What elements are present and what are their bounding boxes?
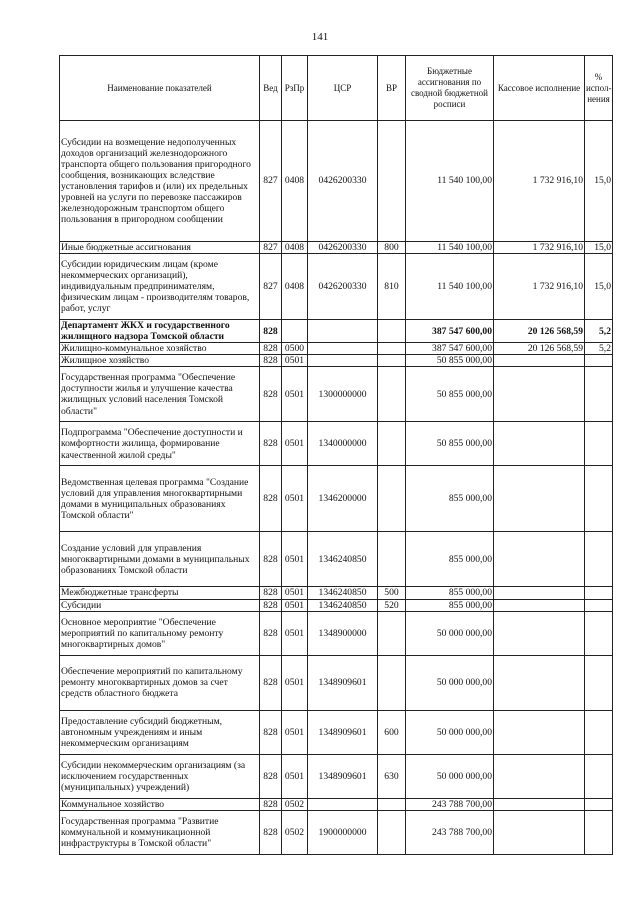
- cell-kassa: [494, 611, 585, 655]
- cell-kassa: [494, 367, 585, 422]
- cell-pct: [585, 367, 613, 422]
- cell-rzpr: 0502: [282, 810, 308, 854]
- cell-csr: 1340000000: [308, 422, 378, 466]
- cell-pct: 15,0: [585, 242, 613, 254]
- cell-pct: [585, 532, 613, 587]
- cell-name: Жилищное хозяйство: [60, 355, 260, 367]
- cell-budget: 855 000,00: [406, 532, 494, 587]
- cell-pct: [585, 599, 613, 611]
- cell-rzpr: 0408: [282, 242, 308, 254]
- cell-name: Предоставление субсидий бюджетным, автономным учреждениям и иным некоммерческим организациям: [60, 710, 260, 754]
- cell-rzpr: 0408: [282, 254, 308, 320]
- cell-vr: [378, 532, 406, 587]
- cell-kassa: 1 732 916,10: [494, 242, 585, 254]
- cell-csr: 1346240850: [308, 587, 378, 599]
- cell-csr: [308, 320, 378, 343]
- table-row: [60, 254, 613, 320]
- header-rzpr: РзПр: [282, 56, 308, 121]
- cell-budget: 243 788 700,00: [406, 810, 494, 854]
- cell-csr: 1348909601: [308, 655, 378, 710]
- header-pct: % испол-нения: [585, 56, 613, 121]
- cell-budget: 11 540 100,00: [406, 254, 494, 320]
- cell-csr: 1346240850: [308, 532, 378, 587]
- cell-kassa: [494, 599, 585, 611]
- cell-pct: 15,0: [585, 254, 613, 320]
- cell-name: Ведомственная целевая программа "Создание условий для управления многоквартирными домами в муниципальных образованиях Томской области": [60, 466, 260, 532]
- cell-csr: 1348909601: [308, 754, 378, 798]
- cell-kassa: 20 126 568,59: [494, 343, 585, 355]
- cell-name: Создание условий для управления многоквартирными домами в муниципальных образованиях Томской области: [60, 532, 260, 587]
- cell-ved: 828: [260, 754, 282, 798]
- cell-vr: [378, 320, 406, 343]
- table-row: [60, 532, 613, 587]
- cell-name: Основное мероприятие "Обеспечение мероприятий по капитальному ремонту многоквартирных домов": [60, 611, 260, 655]
- cell-pct: [585, 655, 613, 710]
- cell-csr: 1346240850: [308, 599, 378, 611]
- table-row: [60, 599, 613, 611]
- budget-execution-table: [59, 55, 613, 855]
- header-budget: Бюджетные ассигнования по сводной бюджетной росписи: [406, 56, 494, 121]
- cell-rzpr: 0408: [282, 121, 308, 242]
- cell-name: Коммунальное хозяйство: [60, 798, 260, 810]
- cell-vr: [378, 655, 406, 710]
- table-row: [60, 466, 613, 532]
- cell-name: Субсидии некоммерческим организациям (за исключением государственных (муниципальных) учреждений): [60, 754, 260, 798]
- cell-vr: 810: [378, 254, 406, 320]
- cell-kassa: [494, 466, 585, 532]
- cell-name: Государственная программа "Обеспечение доступности жилья и улучшение качества жилищных условий населения Томской области": [60, 367, 260, 422]
- cell-budget: 387 547 600,00: [406, 320, 494, 343]
- cell-csr: 1300000000: [308, 367, 378, 422]
- cell-kassa: [494, 587, 585, 599]
- table-row: [60, 798, 613, 810]
- cell-name: Субсидии на возмещение недополученных доходов организаций железнодорожного транспорта общего пользования пригородного сообщения, возникающих вследствие установления тарифов и (или) их предельных уровней на услуги по перевозке пассажиров железнодорожным транспортом общего пользования в пригородном сообщении: [60, 121, 260, 242]
- table-row: [60, 422, 613, 466]
- cell-vr: 800: [378, 242, 406, 254]
- cell-rzpr: 0501: [282, 355, 308, 367]
- cell-budget: 855 000,00: [406, 599, 494, 611]
- cell-pct: [585, 754, 613, 798]
- cell-kassa: [494, 655, 585, 710]
- cell-ved: 828: [260, 798, 282, 810]
- cell-rzpr: 0501: [282, 422, 308, 466]
- cell-ved: 828: [260, 355, 282, 367]
- cell-rzpr: 0502: [282, 798, 308, 810]
- table-row: [60, 710, 613, 754]
- cell-vr: [378, 611, 406, 655]
- cell-ved: 828: [260, 587, 282, 599]
- page-number: 141: [311, 31, 329, 43]
- cell-ved: 828: [260, 655, 282, 710]
- cell-csr: 0426200330: [308, 254, 378, 320]
- cell-csr: 1348909601: [308, 710, 378, 754]
- cell-kassa: [494, 532, 585, 587]
- cell-kassa: 20 126 568,59: [494, 320, 585, 343]
- cell-kassa: [494, 355, 585, 367]
- cell-ved: 828: [260, 532, 282, 587]
- cell-rzpr: 0501: [282, 587, 308, 599]
- table-row: [60, 367, 613, 422]
- cell-budget: 50 855 000,00: [406, 355, 494, 367]
- cell-name: Департамент ЖКХ и государственного жилищного надзора Томской области: [60, 320, 260, 343]
- table-row: [60, 121, 613, 242]
- cell-ved: 828: [260, 466, 282, 532]
- cell-vr: [378, 343, 406, 355]
- cell-csr: 0426200330: [308, 121, 378, 242]
- cell-pct: [585, 710, 613, 754]
- cell-ved: 827: [260, 121, 282, 242]
- header-ved: Вед: [260, 56, 282, 121]
- cell-vr: 630: [378, 754, 406, 798]
- cell-csr: 0426200330: [308, 242, 378, 254]
- cell-budget: 243 788 700,00: [406, 798, 494, 810]
- cell-vr: [378, 810, 406, 854]
- cell-ved: 828: [260, 367, 282, 422]
- table-row: [60, 355, 613, 367]
- cell-vr: 520: [378, 599, 406, 611]
- cell-ved: 828: [260, 810, 282, 854]
- cell-budget: 50 000 000,00: [406, 710, 494, 754]
- cell-ved: 827: [260, 254, 282, 320]
- table-row: [60, 810, 613, 854]
- cell-vr: 500: [378, 587, 406, 599]
- cell-kassa: [494, 754, 585, 798]
- cell-pct: [585, 798, 613, 810]
- cell-rzpr: 0501: [282, 367, 308, 422]
- cell-vr: [378, 466, 406, 532]
- cell-csr: 1346200000: [308, 466, 378, 532]
- header-csr: ЦСР: [308, 56, 378, 121]
- cell-rzpr: 0501: [282, 599, 308, 611]
- cell-budget: 50 855 000,00: [406, 367, 494, 422]
- cell-rzpr: 0501: [282, 611, 308, 655]
- cell-csr: 1348900000: [308, 611, 378, 655]
- table-row: [60, 587, 613, 599]
- cell-budget: 387 547 600,00: [406, 343, 494, 355]
- cell-pct: [585, 466, 613, 532]
- cell-budget: 50 000 000,00: [406, 611, 494, 655]
- cell-vr: [378, 355, 406, 367]
- cell-pct: [585, 587, 613, 599]
- cell-pct: 5,2: [585, 320, 613, 343]
- cell-kassa: 1 732 916,10: [494, 254, 585, 320]
- cell-ved: 828: [260, 422, 282, 466]
- cell-pct: 5,2: [585, 343, 613, 355]
- cell-kassa: [494, 798, 585, 810]
- cell-rzpr: 0500: [282, 343, 308, 355]
- cell-rzpr: 0501: [282, 655, 308, 710]
- cell-csr: [308, 798, 378, 810]
- cell-vr: [378, 798, 406, 810]
- cell-pct: [585, 810, 613, 854]
- header-name: Наименование показателей: [60, 56, 260, 121]
- cell-pct: 15,0: [585, 121, 613, 242]
- table-header-row: [60, 56, 613, 121]
- cell-rzpr: 0501: [282, 754, 308, 798]
- cell-rzpr: 0501: [282, 466, 308, 532]
- cell-budget: 50 855 000,00: [406, 422, 494, 466]
- cell-csr: 1900000000: [308, 810, 378, 854]
- table-row: [60, 242, 613, 254]
- cell-name: Подпрограмма "Обеспечение доступности и комфортности жилища, формирование качественной жилой среды": [60, 422, 260, 466]
- cell-vr: [378, 367, 406, 422]
- cell-kassa: 1 732 916,10: [494, 121, 585, 242]
- table-row: [60, 754, 613, 798]
- cell-kassa: [494, 710, 585, 754]
- cell-ved: 828: [260, 599, 282, 611]
- table-row: [60, 655, 613, 710]
- cell-name: Субсидии юридическим лицам (кроме некоммерческих организаций), индивидуальным предпринимателям, физическим лицам - производителям товаров, работ, услуг: [60, 254, 260, 320]
- cell-ved: 828: [260, 320, 282, 343]
- cell-ved: 828: [260, 611, 282, 655]
- cell-name: Иные бюджетные ассигнования: [60, 242, 260, 254]
- cell-budget: 11 540 100,00: [406, 121, 494, 242]
- cell-csr: [308, 343, 378, 355]
- cell-rzpr: [282, 320, 308, 343]
- cell-kassa: [494, 422, 585, 466]
- cell-vr: [378, 422, 406, 466]
- cell-csr: [308, 355, 378, 367]
- cell-kassa: [494, 810, 585, 854]
- table-row: [60, 611, 613, 655]
- cell-ved: 827: [260, 242, 282, 254]
- cell-vr: [378, 121, 406, 242]
- cell-budget: 855 000,00: [406, 466, 494, 532]
- cell-pct: [585, 422, 613, 466]
- cell-name: Государственная программа "Развитие коммунальной и коммуникационной инфраструктуры в Томской области": [60, 810, 260, 854]
- cell-name: Обеспечение мероприятий по капитальному ремонту многоквартирных домов за счет средств областного бюджета: [60, 655, 260, 710]
- table-row: [60, 343, 613, 355]
- header-kassa: Кассовое исполнение: [494, 56, 585, 121]
- cell-ved: 828: [260, 343, 282, 355]
- cell-budget: 50 000 000,00: [406, 754, 494, 798]
- cell-vr: 600: [378, 710, 406, 754]
- cell-name: Субсидии: [60, 599, 260, 611]
- cell-budget: 855 000,00: [406, 587, 494, 599]
- cell-budget: 50 000 000,00: [406, 655, 494, 710]
- cell-name: Межбюджетные трансферты: [60, 587, 260, 599]
- cell-name: Жилищно-коммунальное хозяйство: [60, 343, 260, 355]
- header-vr: ВР: [378, 56, 406, 121]
- table-row: [60, 320, 613, 343]
- cell-budget: 11 540 100,00: [406, 242, 494, 254]
- cell-pct: [585, 611, 613, 655]
- cell-pct: [585, 355, 613, 367]
- table-body: [60, 121, 613, 855]
- cell-rzpr: 0501: [282, 532, 308, 587]
- cell-rzpr: 0501: [282, 710, 308, 754]
- cell-ved: 828: [260, 710, 282, 754]
